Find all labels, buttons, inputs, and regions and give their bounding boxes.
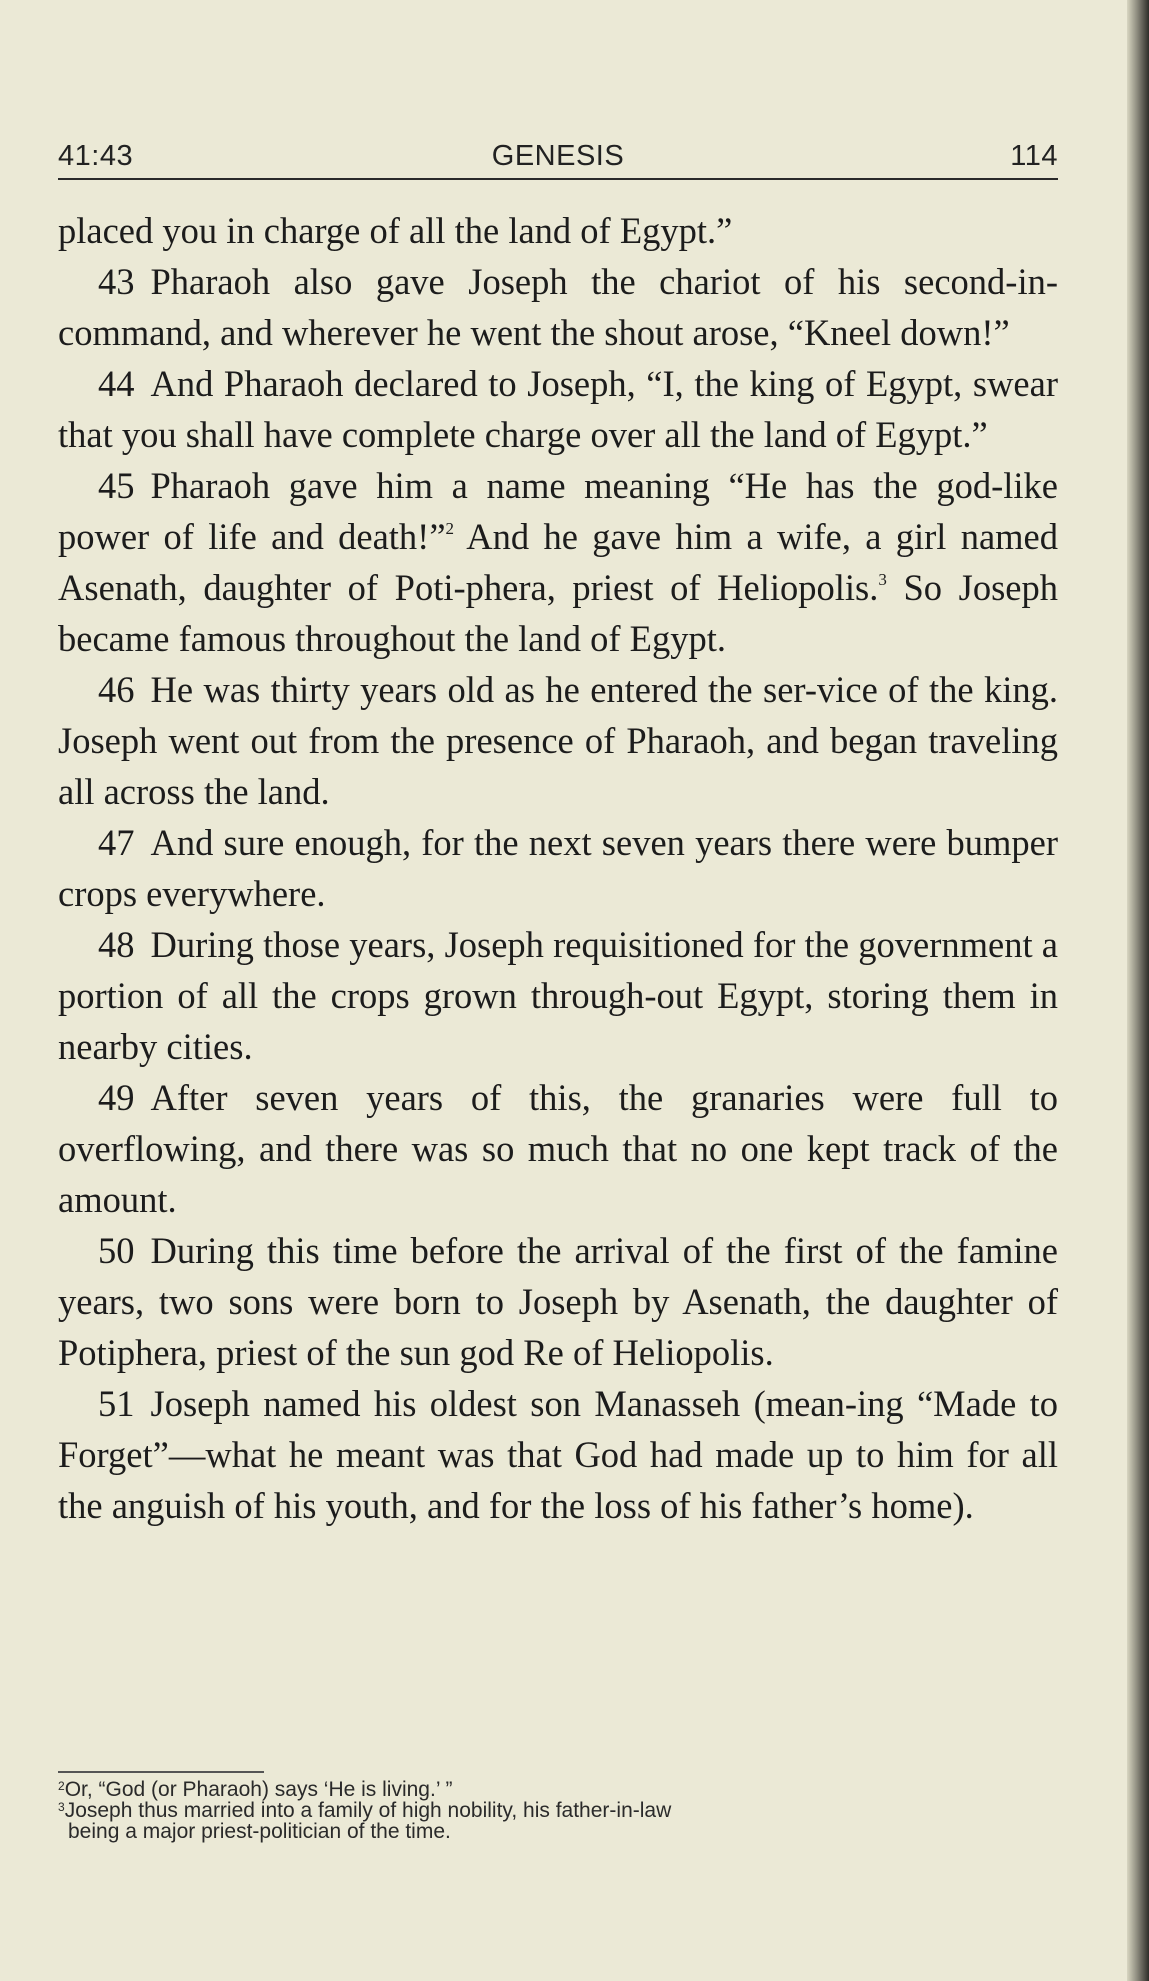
verse-43 [58,256,1058,358]
running-head [58,137,1058,179]
footnotes [58,1779,1058,1842]
verse-50 [58,1225,1058,1378]
footnote-3-continuation: being a major priest-politician of the time. [68,1820,451,1843]
chapter-verse-reference: 41:43 [58,140,134,172]
verse-number: 50 [98,1230,135,1271]
verse-number: 49 [98,1077,135,1118]
page-edge-shadow [1127,0,1149,1981]
verse-text: And sure enough, for the next seven years there were bumper crops everywhere. [58,822,1058,914]
footnote-reference: 2 [445,519,455,538]
body-text [58,205,1058,1531]
verse-text: He was thirty years old as he entered the ser-vice of the king. Joseph went out from the presence of Pharaoh, and began traveling all across the land. [58,669,1058,812]
header-rule [58,178,1058,180]
footnote-text: Joseph thus married into a family of high nobility, his father-in-law [64,1799,672,1822]
book-title: GENESIS [491,140,625,172]
verse-text: Pharaoh gave him a name meaning “He has the god-like power of life and death!” [58,465,1058,557]
footnote-mark: 3 [58,1800,65,1814]
verse-number: 48 [98,924,135,965]
verse-48 [58,919,1058,1072]
continuation-paragraph: placed you in charge of all the land of Egypt.” [58,210,733,251]
footnote-rule [58,1771,264,1773]
verse-text: Pharaoh also gave Joseph the chariot of his second-in-command, and wherever he went the shout arose, “Kneel down!” [58,261,1058,353]
footnote-3 [58,1800,1058,1821]
verse-text: So Joseph became famous throughout the land of Egypt. [58,567,1058,659]
verse-49 [58,1072,1058,1225]
page-number: 114 [1010,140,1058,172]
verse-45 [58,460,1058,664]
footnote-text: Or, “God (or Pharaoh) says ‘He is living.’ ” [64,1778,453,1801]
verse-47 [58,817,1058,919]
verse-number: 44 [98,363,135,404]
verse-text: And he gave him a wife, a girl named Asenath, daughter of Poti-phera, priest of Heliopolis. [58,516,1058,608]
verse-text: Joseph named his oldest son Manasseh (mean-ing “Made to Forget”—what he meant was that God had made up to him for all the anguish of his youth, and for the loss of his father’s home). [58,1383,1058,1526]
footnote-reference: 3 [878,570,887,589]
footnote-2 [58,1779,1058,1800]
verse-44 [58,358,1058,460]
verse-number: 43 [98,261,135,302]
verse-text: During this time before the arrival of the first of the famine years, two sons were born to Joseph by Asenath, the daughter of Potiphera, priest of the sun god Re of Heliopolis. [58,1230,1058,1373]
verse-number: 51 [98,1383,135,1424]
verse-text: And Pharaoh declared to Joseph, “I, the king of Egypt, swear that you shall have complete charge over all the land of Egypt.” [58,363,1058,455]
verse-number: 47 [98,822,135,863]
verse-number: 46 [98,669,135,710]
verse-number: 45 [98,465,135,506]
verse-46 [58,664,1058,817]
verse-text: After seven years of this, the granaries were full to overflowing, and there was so much that no one kept track of the amount. [58,1077,1058,1220]
verse-text: During those years, Joseph requisitioned for the government a portion of all the crops grown through-out Egypt, storing them in nearby cities. [58,924,1058,1067]
verse-51 [58,1378,1058,1531]
footnote-mark: 2 [58,1779,65,1793]
